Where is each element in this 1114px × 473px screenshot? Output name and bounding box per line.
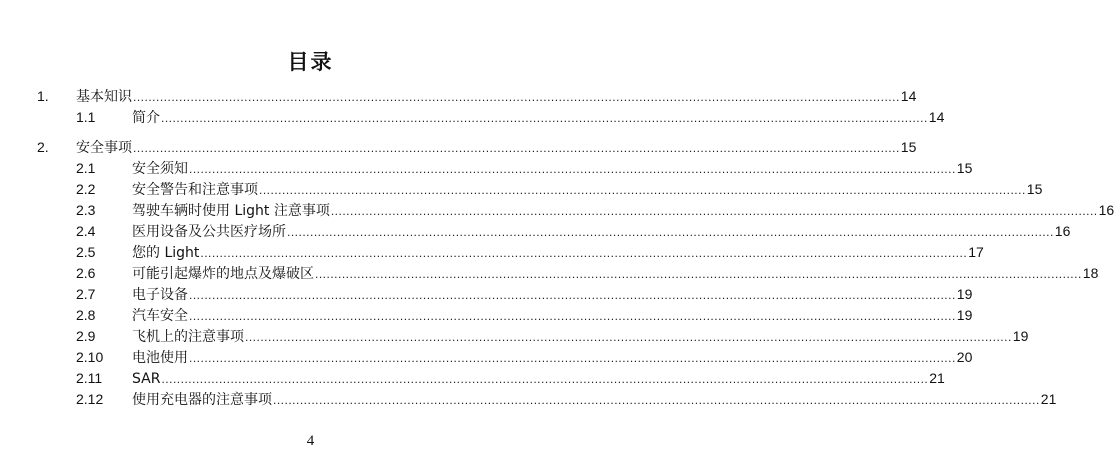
toc-title: 目录 xyxy=(287,50,334,74)
toc-entry[interactable] xyxy=(0,158,973,178)
toc-entry-label: SAR xyxy=(132,371,161,387)
toc-entry-label: 驾驶车辆时使用 Light 注意事项 xyxy=(132,203,330,219)
toc-entry-page: 18 xyxy=(1082,265,1099,281)
toc-entry-number: 2.12 xyxy=(76,391,104,407)
toc-entry-page: 19 xyxy=(1012,328,1029,344)
toc-entry[interactable] xyxy=(0,200,1114,220)
toc-entry-page: 15 xyxy=(956,160,973,176)
toc-entry-number: 2.5 xyxy=(76,244,96,260)
toc-entry-label: 使用充电器的注意事项 xyxy=(132,392,272,408)
toc-entry[interactable] xyxy=(0,179,1043,199)
toc-entry-page: 21 xyxy=(929,370,945,386)
toc-entry-label: 飞机上的注意事项 xyxy=(132,329,244,345)
toc-entry-number: 2.8 xyxy=(76,307,96,323)
toc-entry[interactable] xyxy=(0,389,1057,409)
toc-entry[interactable] xyxy=(0,263,1099,283)
toc-dot-leader: ........................................................................................................................................................................................................ xyxy=(200,246,968,260)
toc-entry-number: 2.1 xyxy=(76,160,96,176)
toc-entry-number: 2.10 xyxy=(76,349,104,365)
toc-entry[interactable] xyxy=(0,284,973,304)
toc-entry[interactable] xyxy=(0,137,917,157)
toc-entry-page: 19 xyxy=(956,286,973,302)
toc-dot-leader: ........................................................................................................................................................................................................ xyxy=(315,267,1082,281)
toc-entry-page: 16 xyxy=(1098,202,1114,218)
toc-entry-number: 1. xyxy=(37,88,49,104)
toc-entry-page: 21 xyxy=(1040,391,1057,407)
toc-entry-number: 2.7 xyxy=(76,286,96,302)
toc-entry[interactable] xyxy=(0,326,1029,346)
toc-entry-page: 16 xyxy=(1054,223,1071,239)
toc-dot-leader: ........................................................................................................................................................................................................ xyxy=(133,141,900,155)
toc-dot-leader: ........................................................................................................................................................................................................ xyxy=(189,162,956,176)
toc-entry-number: 2.6 xyxy=(76,265,96,281)
toc-entry-label: 安全警告和注意事项 xyxy=(132,182,258,198)
toc-dot-leader: ........................................................................................................................................................................................................ xyxy=(273,393,1040,407)
toc-dot-leader: ........................................................................................................................................................................................................ xyxy=(287,225,1054,239)
toc-entry-number: 2.2 xyxy=(76,181,96,197)
toc-entry-number: 2.3 xyxy=(76,202,96,218)
toc-entry-label: 您的 Light xyxy=(132,245,200,261)
toc-entry[interactable] xyxy=(0,368,945,388)
toc-entry-page: 15 xyxy=(1026,181,1043,197)
toc-entry-number: 2.9 xyxy=(76,328,96,344)
toc-dot-leader: ........................................................................................................................................................................................................ xyxy=(189,309,956,323)
toc-entry[interactable] xyxy=(0,242,984,262)
toc-entry-label: 安全须知 xyxy=(132,161,188,177)
toc-entry-label: 电池使用 xyxy=(132,350,188,366)
toc-entry-number: 2. xyxy=(37,139,49,155)
toc-entry-page: 19 xyxy=(956,307,973,323)
toc-dot-leader: ........................................................................................................................................................................................................ xyxy=(133,90,900,104)
toc-entry-number: 2.11 xyxy=(76,370,103,386)
toc-entry-page: 15 xyxy=(900,139,917,155)
toc-entry-page: 14 xyxy=(928,109,945,125)
toc-entry-label: 医用设备及公共医疗场所 xyxy=(132,224,286,240)
toc-entry-page: 20 xyxy=(956,349,973,365)
toc-entry[interactable] xyxy=(0,86,917,106)
toc-entry[interactable] xyxy=(0,347,973,367)
toc-dot-leader: ........................................................................................................................................................................................................ xyxy=(259,183,1026,197)
toc-dot-leader: ........................................................................................................................................................................................................ xyxy=(161,111,928,125)
toc-entry-page: 14 xyxy=(900,88,917,104)
toc-entry[interactable] xyxy=(0,221,1071,241)
toc-dot-leader: ........................................................................................................................................................................................................ xyxy=(330,204,1098,218)
toc-entry-label: 汽车安全 xyxy=(132,308,188,324)
toc-entry-number: 1.1 xyxy=(76,109,96,125)
toc-entry-page: 17 xyxy=(968,244,984,260)
toc-entry-label: 简介 xyxy=(132,110,160,126)
toc-entry-label: 安全事项 xyxy=(76,140,132,156)
toc-entry-number: 2.4 xyxy=(76,223,96,239)
toc-entry[interactable] xyxy=(0,305,973,325)
toc-entry-label: 电子设备 xyxy=(132,287,188,303)
toc-dot-leader: ........................................................................................................................................................................................................ xyxy=(161,372,929,386)
toc-dot-leader: ........................................................................................................................................................................................................ xyxy=(245,330,1012,344)
toc-entry-label: 基本知识 xyxy=(76,89,132,105)
toc-entry-label: 可能引起爆炸的地点及爆破区 xyxy=(132,266,314,282)
page-number: 4 xyxy=(306,433,315,449)
toc-dot-leader: ........................................................................................................................................................................................................ xyxy=(189,351,956,365)
toc-entry[interactable] xyxy=(0,107,945,127)
toc-dot-leader: ........................................................................................................................................................................................................ xyxy=(189,288,956,302)
